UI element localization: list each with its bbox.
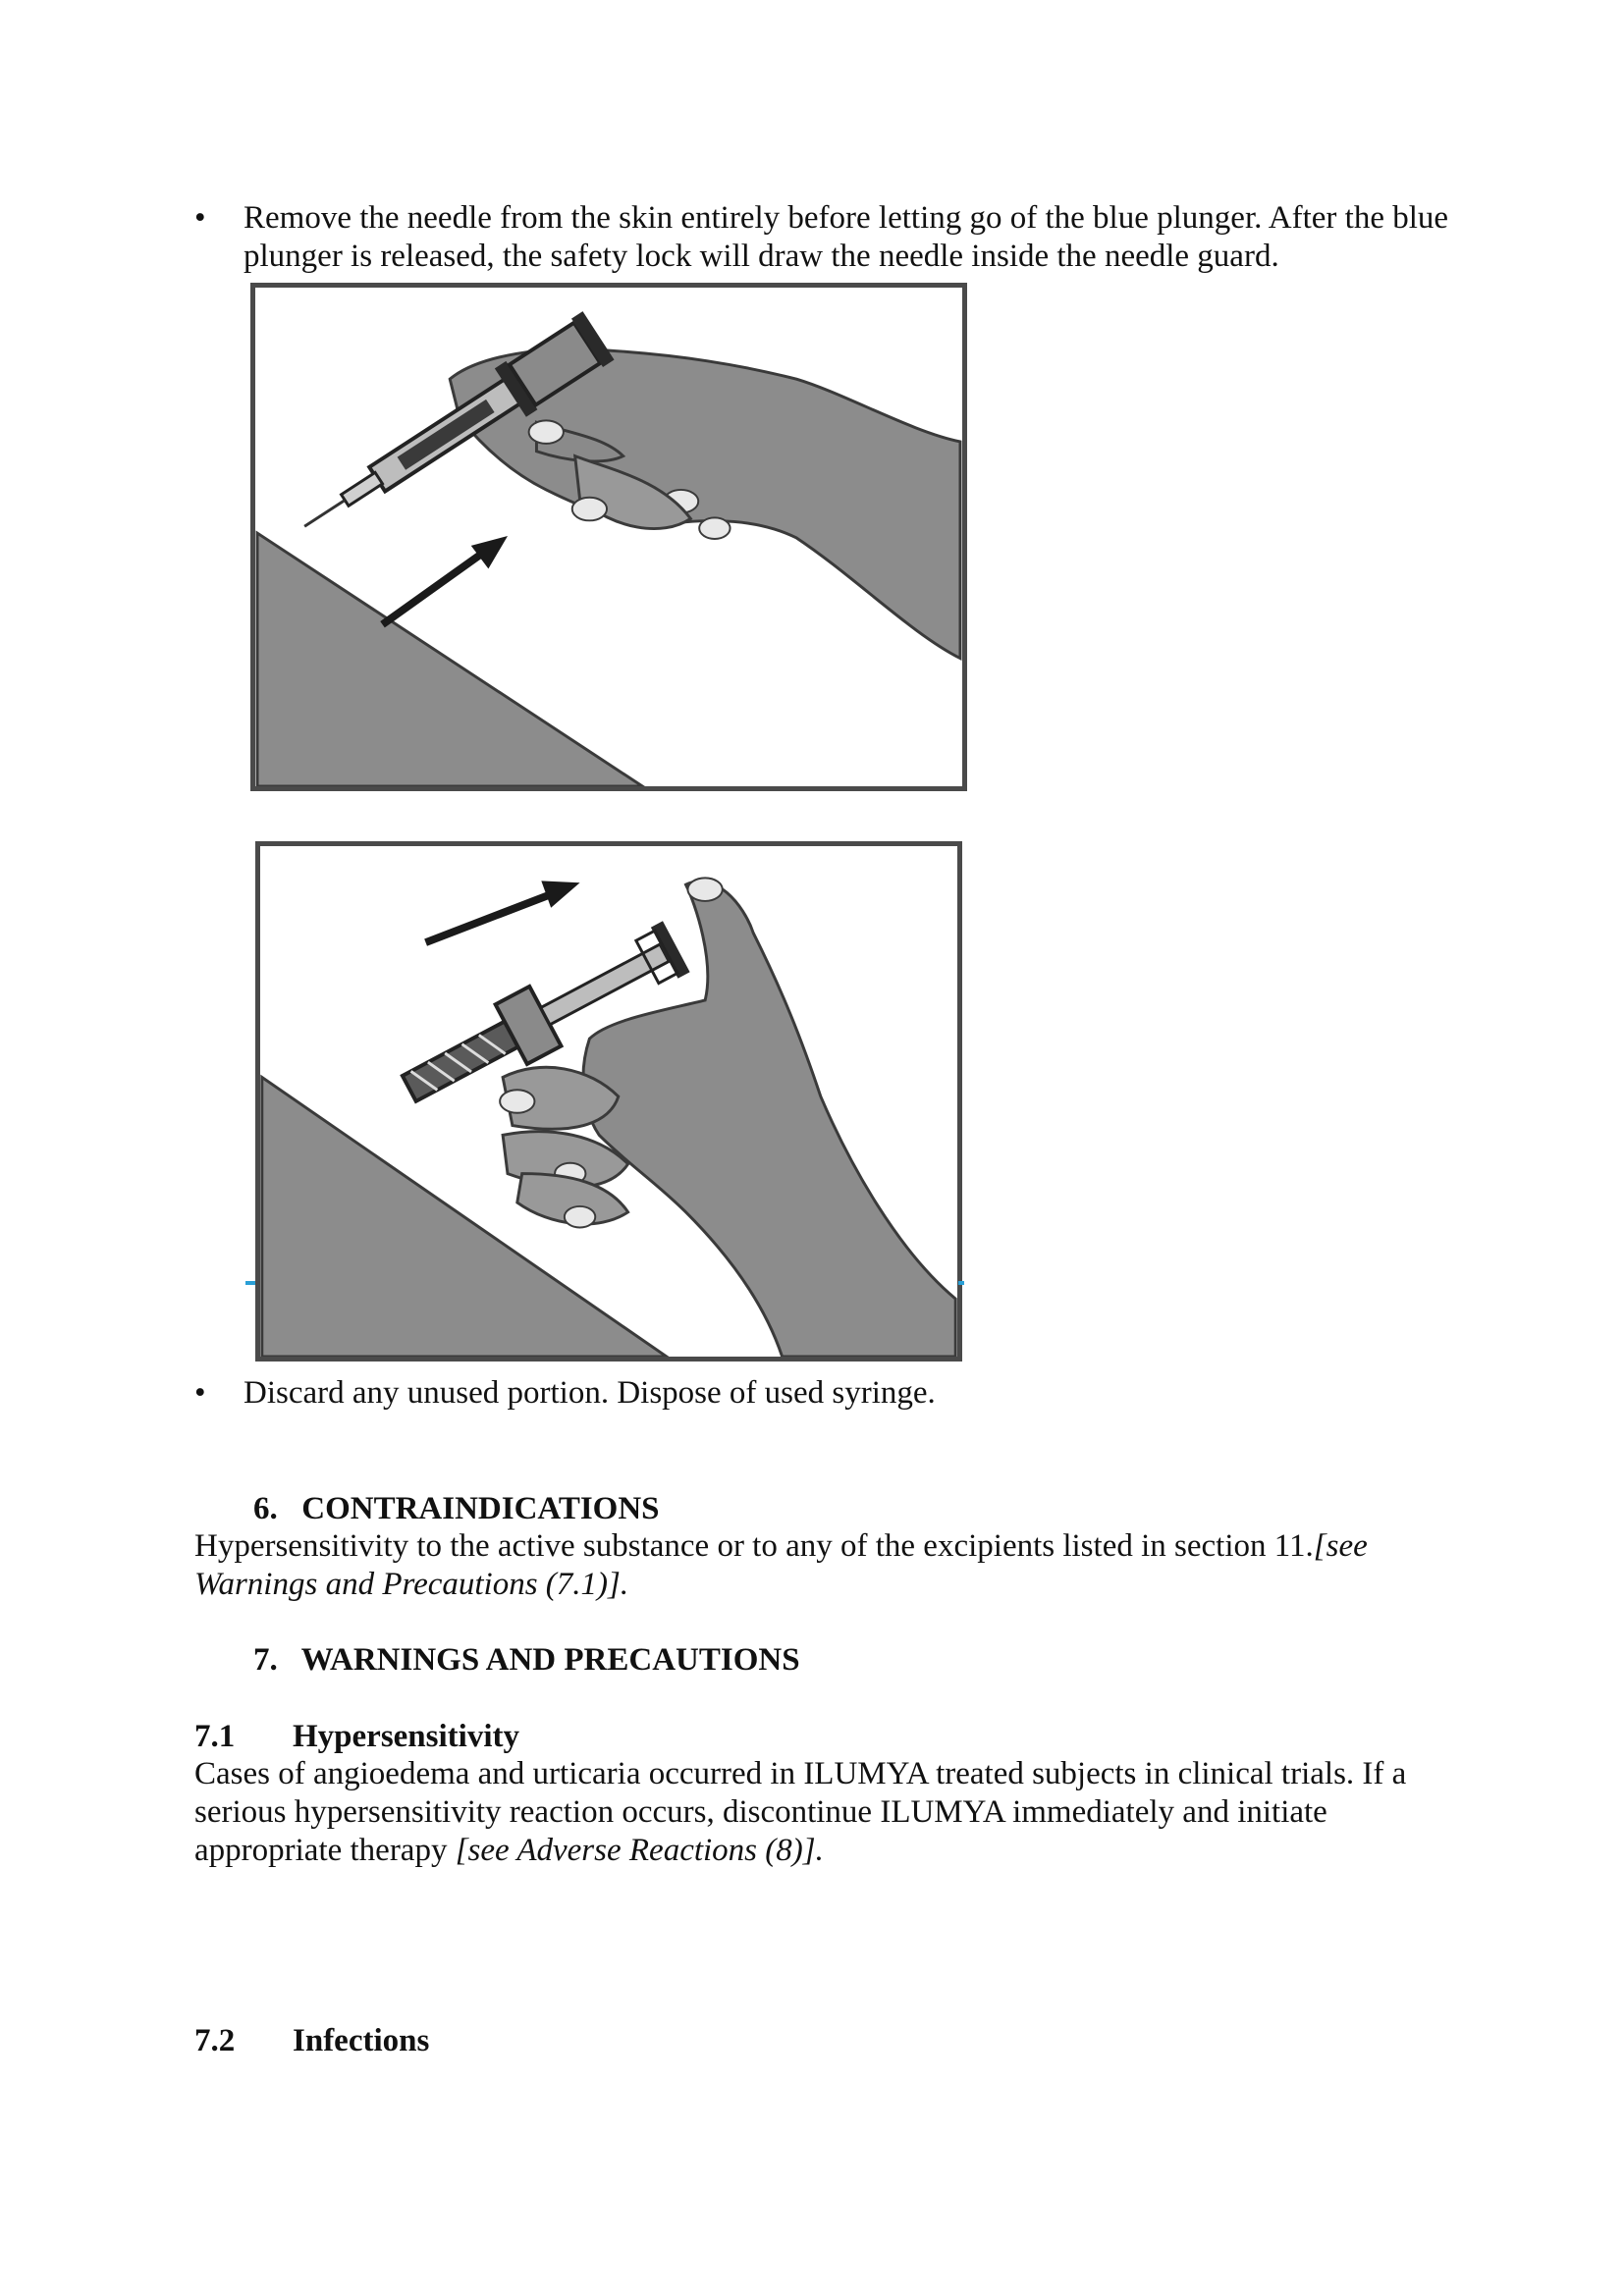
bullet-symbol: • [194,200,206,236]
section-6-body [194,1527,1432,1604]
section-number: 6. [253,1491,278,1526]
contraindications-reference: [see Warnings and Precautions (7.1)]. [194,1528,1368,1602]
illustration-needle-guard [255,841,962,1362]
hypersensitivity-text: Cases of angioedema and urticaria occurred in ILUMYA treated subjects in clinical trials. If a serious hypersensitivity reaction occurs, discontinue ILUMYA immediately and initiate appropriate therapy [194,1756,1407,1868]
bullet-item-discard [194,1374,1471,1414]
section-number: 7.1 [194,1719,236,1754]
section-number: 7.2 [194,2023,236,2058]
contraindications-text: Hypersensitivity to the active substance or to any of the excipients listed in section 11. [194,1528,1314,1564]
section-title: CONTRAINDICATIONS [301,1491,660,1526]
section-7-2-heading [194,2022,429,2060]
section-title: WARNINGS AND PRECAUTIONS [300,1642,800,1678]
bullet-item-remove-needle [194,199,1471,278]
hypersensitivity-reference: [see Adverse Reactions (8)]. [455,1833,824,1868]
blue-edge-mark-left [245,1281,255,1285]
section-number: 7. [253,1642,278,1678]
bullet-text: Discard any unused portion. Dispose of used syringe. [244,1375,936,1411]
section-7-heading [253,1641,800,1680]
blue-edge-mark-right [958,1281,964,1285]
section-title: Infections [293,2023,430,2058]
bullet-text: Remove the needle from the skin entirely before letting go of the blue plunger. After the blue plunger is released, the safety lock will draw the needle inside the needle guard. [244,200,1449,274]
bullet-symbol: • [194,1375,206,1411]
illustration-needle-withdrawal [250,283,967,791]
section-7-1-body [194,1755,1432,1870]
hand-syringe-guard-image [260,846,957,1357]
hand-syringe-image [255,288,962,786]
section-6-heading [253,1490,660,1528]
section-7-1-heading [194,1718,519,1756]
section-title: Hypersensitivity [293,1719,519,1754]
